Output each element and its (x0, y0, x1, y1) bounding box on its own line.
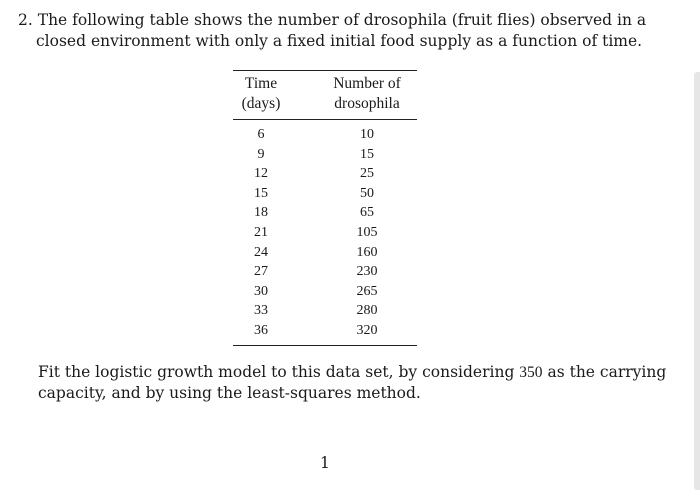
time-cell: 21 (254, 224, 268, 240)
problem-statement (18, 10, 658, 52)
time-cell: 18 (254, 205, 268, 221)
drosophila-table-container (233, 70, 417, 346)
table-row (233, 262, 417, 282)
instruction-line-1-after: as the carrying (542, 363, 667, 381)
count-cell: 25 (360, 166, 374, 182)
instruction-text (38, 362, 678, 403)
table-header-row (233, 71, 417, 120)
count-header-line-2: drosophila (334, 95, 400, 112)
count-header-line-1: Number of (333, 75, 401, 92)
time-column-header (233, 71, 289, 120)
problem-intro-line-2: closed environment with only a fixed initial food supply as a function of time. (36, 32, 643, 50)
table-row (233, 120, 417, 145)
count-cell: 15 (360, 146, 374, 162)
carrying-capacity-value: 350 (519, 364, 543, 381)
table-row (233, 145, 417, 165)
page-number: 1 (320, 454, 330, 472)
table-row (233, 223, 417, 243)
count-cell: 105 (356, 224, 378, 240)
table-row (233, 321, 417, 345)
count-column-header (289, 71, 417, 120)
time-cell: 33 (254, 303, 268, 319)
time-header-line-2: (days) (241, 95, 281, 112)
time-cell: 6 (257, 127, 265, 142)
time-cell: 27 (254, 264, 268, 280)
instruction-line-1-before: Fit the logistic growth model to this data set, by considering (38, 363, 520, 381)
time-cell: 30 (254, 283, 268, 299)
problem-intro-text-1: The following table shows the number of drosophila (fruit flies) observed in a (37, 11, 647, 29)
table-row (233, 184, 417, 204)
time-header-line-1: Time (244, 75, 278, 92)
table-row (233, 164, 417, 184)
scrollbar-edge[interactable] (694, 72, 700, 490)
count-cell: 10 (360, 127, 374, 142)
table-row (233, 243, 417, 263)
table-row (233, 282, 417, 302)
time-cell: 9 (257, 146, 265, 162)
count-cell: 160 (356, 244, 378, 260)
table-row (233, 301, 417, 321)
problem-number: 2. (18, 11, 33, 29)
time-cell: 24 (254, 244, 268, 260)
instruction-line-1 (38, 362, 678, 383)
time-cell: 36 (254, 322, 268, 338)
count-cell: 280 (356, 303, 378, 319)
count-cell: 65 (360, 205, 374, 221)
count-cell: 320 (356, 322, 378, 338)
time-cell: 15 (254, 185, 268, 201)
time-cell: 12 (254, 166, 268, 182)
problem-intro-line-1 (18, 10, 658, 31)
count-cell: 265 (356, 283, 378, 299)
instruction-line-2: capacity, and by using the least-squares method. (38, 384, 421, 402)
count-cell: 230 (356, 264, 378, 280)
table-row (233, 203, 417, 223)
drosophila-data-table (233, 70, 417, 346)
count-cell: 50 (360, 185, 374, 201)
